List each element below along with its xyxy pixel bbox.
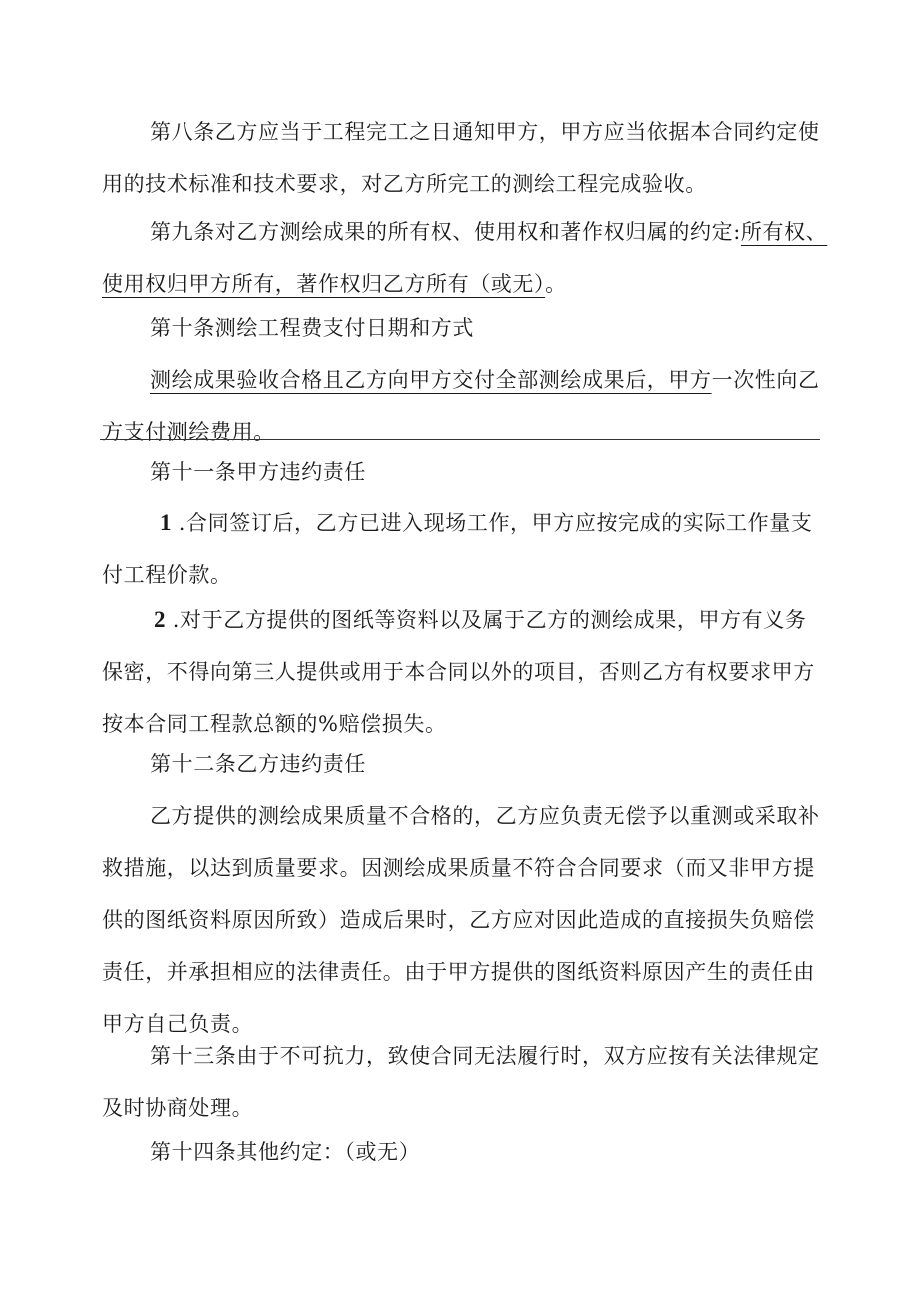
article-14-line-1: 第十四条其他约定：（或无） — [150, 1140, 421, 1164]
article-11-item-1-line-2: 付工程价款。 — [102, 563, 232, 587]
article-10-underlined: 测绘成果验收合格且乙方向甲方交付全部测绘成果后，甲方 — [150, 368, 712, 392]
item-1-text: .合同签订后，乙方已进入现场工作，甲方应按完成的实际工作量支 — [178, 511, 813, 535]
article-12-line-4: 责任，并承担相应的法律责任。由于甲方提供的图纸资料原因产生的责任由 — [102, 960, 815, 984]
article-8-line-1: 第八条乙方应当于工程完工之日通知甲方，甲方应当依据本合同约定使 — [150, 120, 820, 144]
item-1-number: 1 — [160, 510, 172, 535]
article-13 — [102, 1030, 830, 1134]
article-13-line-2: 及时协商处理。 — [102, 1096, 254, 1120]
article-12-line-5: 甲方自己负责。 — [102, 1012, 254, 1036]
article-11-item-2-line-1 — [102, 594, 830, 646]
article-10-body-line-1 — [102, 354, 830, 406]
article-13-line-1: 第十三条由于不可抗力，致使合同无法履行时，双方应按有关法律规定 — [150, 1044, 820, 1068]
article-10 — [102, 302, 830, 458]
item-2-text: .对于乙方提供的图纸等资料以及属于乙方的测绘成果，甲方有义务 — [172, 608, 807, 632]
item-2-number: 2 — [154, 607, 166, 632]
article-12-line-3: 供的图纸资料原因所致）造成后果时，乙方应对因此造成的直接损失负赔偿 — [102, 908, 815, 932]
article-11-title: 第十一条甲方违约责任 — [150, 460, 366, 484]
article-9-underlined-1: 所有权、 — [740, 220, 828, 244]
article-12-line-2: 救措施，以达到质量要求。因测绘成果质量不符合合同要求（而又非甲方提 — [102, 856, 815, 880]
article-11 — [102, 446, 830, 498]
article-11-item-1-line-1 — [102, 497, 830, 549]
article-11-item-2 — [102, 594, 830, 750]
article-9 — [102, 206, 830, 310]
article-10-body-line-2: 方支付测绘费用。 — [102, 420, 275, 444]
article-11-item-2-line-2: 保密，不得向第三人提供或用于本合同以外的项目，否则乙方有权要求甲方 — [102, 660, 815, 684]
article-11-item-1 — [102, 497, 830, 601]
article-9-suffix: 。 — [545, 272, 567, 296]
article-14 — [102, 1126, 830, 1178]
article-11-item-2-line-3: 按本合同工程款总额的%赔偿损失。 — [102, 712, 447, 736]
article-9-line-1 — [102, 206, 830, 258]
article-12-line-1: 乙方提供的测绘成果质量不合格的，乙方应负责无偿予以重测或采取补 — [150, 804, 820, 828]
article-10-title: 第十条测绘工程费支付日期和方式 — [150, 316, 474, 340]
article-9-prefix: 第九条对乙方测绘成果的所有权、使用权和著作权归属的约定: — [150, 220, 741, 244]
article-8-line-2: 用的技术标准和技术要求，对乙方所完工的测绘工程完成验收。 — [102, 172, 707, 196]
article-12 — [102, 738, 830, 1050]
horizontal-rule — [100, 439, 820, 440]
article-10-rest: 一次性向乙 — [711, 368, 820, 392]
article-9-underlined-2: 使用权归甲方所有，著作权归乙方所有（或无） — [102, 272, 546, 296]
article-8 — [102, 106, 830, 210]
article-12-title: 第十二条乙方违约责任 — [150, 752, 366, 776]
